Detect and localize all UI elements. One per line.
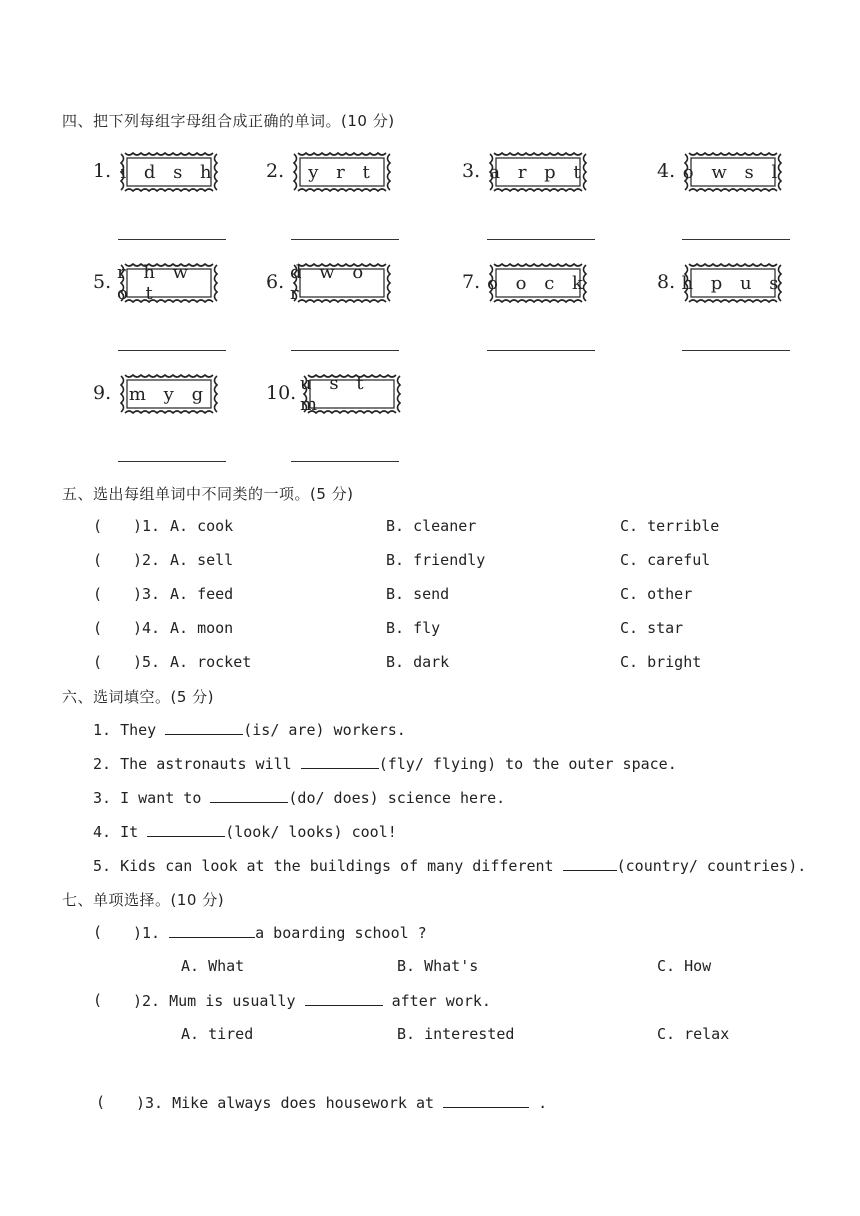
mc-question-3 bbox=[136, 1093, 547, 1112]
item-text-before: 4. It bbox=[93, 823, 148, 841]
option-c: C. How bbox=[657, 957, 712, 975]
question-number: )2. bbox=[133, 551, 161, 569]
section-5-heading: 五、选出每组单词中不同类的一项。(5 分) bbox=[62, 485, 354, 503]
scrambled-letters: o o c k bbox=[487, 272, 589, 294]
answer-line[interactable] bbox=[487, 350, 595, 351]
question-text: )2. Mum is usually bbox=[133, 992, 305, 1010]
fill-in-item bbox=[93, 720, 406, 739]
answer-line[interactable] bbox=[682, 239, 790, 240]
option-b: B. fly bbox=[386, 619, 441, 637]
scrambled-letters-box bbox=[681, 148, 785, 196]
item-number: 3. bbox=[462, 160, 481, 182]
scrambled-letters: y r t bbox=[308, 161, 376, 183]
item-number: 10. bbox=[266, 382, 297, 404]
fill-in-item bbox=[93, 754, 677, 773]
item-text-after: (country/ countries). bbox=[616, 857, 807, 875]
scrambled-letters: m y g bbox=[128, 383, 210, 405]
scrambled-letters: h p u s bbox=[681, 272, 785, 294]
answer-paren-open: ( bbox=[93, 923, 103, 941]
scrambled-letters: d w o r bbox=[290, 262, 370, 304]
answer-paren-open: ( bbox=[93, 619, 103, 637]
scrambled-letters-box bbox=[681, 259, 785, 307]
scrambled-letters-box bbox=[117, 148, 221, 196]
answer-blank[interactable] bbox=[169, 923, 255, 938]
question-number: )3. bbox=[133, 585, 161, 603]
scrambled-letters: i d s h bbox=[120, 161, 218, 183]
fill-in-item bbox=[93, 788, 505, 807]
section-6-heading: 六、选词填空。(5 分) bbox=[62, 688, 215, 706]
answer-paren-open: ( bbox=[93, 585, 103, 603]
option-c: C. terrible bbox=[620, 517, 720, 535]
answer-line[interactable] bbox=[291, 239, 399, 240]
option-c: C. careful bbox=[620, 551, 711, 569]
item-text-before: 2. The astronauts will bbox=[93, 755, 301, 773]
option-c: C. other bbox=[620, 585, 693, 603]
item-text-before: 3. I want to bbox=[93, 789, 211, 807]
item-text-after: (is/ are) workers. bbox=[243, 721, 406, 739]
item-text-before: 5. Kids can look at the buildings of many different bbox=[93, 857, 563, 875]
section-4-heading: 四、把下列每组字母组合成正确的单词。(10 分) bbox=[62, 112, 395, 130]
answer-blank[interactable] bbox=[563, 856, 617, 871]
scrambled-letters-box bbox=[486, 148, 590, 196]
item-number: 4. bbox=[657, 160, 676, 182]
item-text-after: (look/ looks) cool! bbox=[225, 823, 397, 841]
question-text: a boarding school ? bbox=[255, 924, 427, 942]
question-number: )1. bbox=[133, 517, 161, 535]
answer-line[interactable] bbox=[118, 350, 226, 351]
item-number: 8. bbox=[657, 271, 676, 293]
option-b: B. dark bbox=[386, 653, 450, 671]
item-text-before: 1. They bbox=[93, 721, 166, 739]
answer-blank[interactable] bbox=[165, 720, 243, 735]
answer-line[interactable] bbox=[118, 461, 226, 462]
scrambled-letters: r h w o t bbox=[117, 262, 195, 304]
section-7-heading: 七、单项选择。(10 分) bbox=[62, 891, 225, 909]
scrambled-letters: o w s l bbox=[682, 161, 784, 183]
answer-line[interactable] bbox=[487, 239, 595, 240]
answer-blank[interactable] bbox=[147, 822, 225, 837]
answer-line[interactable] bbox=[291, 350, 399, 351]
item-number: 1. bbox=[93, 160, 112, 182]
question-number: )5. bbox=[133, 653, 161, 671]
scrambled-letters-box bbox=[290, 148, 394, 196]
scrambled-letters: a r p t bbox=[489, 161, 587, 183]
scrambled-letters-box bbox=[300, 370, 404, 418]
item-number: 6. bbox=[266, 271, 285, 293]
fill-in-item bbox=[93, 822, 397, 841]
option-a: A. sell bbox=[170, 551, 234, 569]
answer-blank[interactable] bbox=[305, 991, 383, 1006]
item-text-after: (do/ does) science here. bbox=[288, 789, 506, 807]
item-text-after: (fly/ flying) to the outer space. bbox=[378, 755, 677, 773]
answer-paren-open: ( bbox=[93, 551, 103, 569]
question-number: )4. bbox=[133, 619, 161, 637]
answer-paren-open: ( bbox=[93, 517, 103, 535]
option-c: C. relax bbox=[657, 1025, 730, 1043]
item-number: 5. bbox=[93, 271, 112, 293]
answer-blank[interactable] bbox=[443, 1093, 529, 1108]
question-number: )1. bbox=[133, 924, 170, 942]
option-b: B. What's bbox=[397, 957, 479, 975]
item-number: 9. bbox=[93, 382, 112, 404]
answer-line[interactable] bbox=[118, 239, 226, 240]
scrambled-letters-box bbox=[117, 370, 221, 418]
question-text: )3. Mike always does housework at bbox=[136, 1094, 444, 1112]
option-a: A. feed bbox=[170, 585, 234, 603]
question-text-after: after work. bbox=[382, 992, 491, 1010]
item-number: 2. bbox=[266, 160, 285, 182]
option-b: B. cleaner bbox=[386, 517, 477, 535]
option-c: C. star bbox=[620, 619, 684, 637]
item-number: 7. bbox=[462, 271, 481, 293]
answer-line[interactable] bbox=[291, 461, 399, 462]
option-b: B. interested bbox=[397, 1025, 515, 1043]
mc-question-2 bbox=[133, 991, 491, 1010]
scrambled-letters-box bbox=[290, 259, 394, 307]
fill-in-item bbox=[93, 856, 806, 875]
answer-blank[interactable] bbox=[301, 754, 379, 769]
answer-paren-open: ( bbox=[96, 1093, 106, 1111]
mc-question-1 bbox=[133, 923, 427, 942]
scrambled-letters-box bbox=[117, 259, 221, 307]
option-a: A. tired bbox=[181, 1025, 254, 1043]
answer-blank[interactable] bbox=[210, 788, 288, 803]
answer-paren-open: ( bbox=[93, 991, 103, 1009]
question-text-after: . bbox=[529, 1094, 548, 1112]
answer-paren-open: ( bbox=[93, 653, 103, 671]
option-a: A. moon bbox=[170, 619, 234, 637]
option-a: A. cook bbox=[170, 517, 234, 535]
option-b: B. friendly bbox=[386, 551, 486, 569]
scrambled-letters-box bbox=[486, 259, 590, 307]
option-c: C. bright bbox=[620, 653, 702, 671]
option-b: B. send bbox=[386, 585, 450, 603]
answer-line[interactable] bbox=[682, 350, 790, 351]
scrambled-letters: u s t m bbox=[300, 373, 370, 415]
option-a: A. rocket bbox=[170, 653, 252, 671]
option-a: A. What bbox=[181, 957, 245, 975]
